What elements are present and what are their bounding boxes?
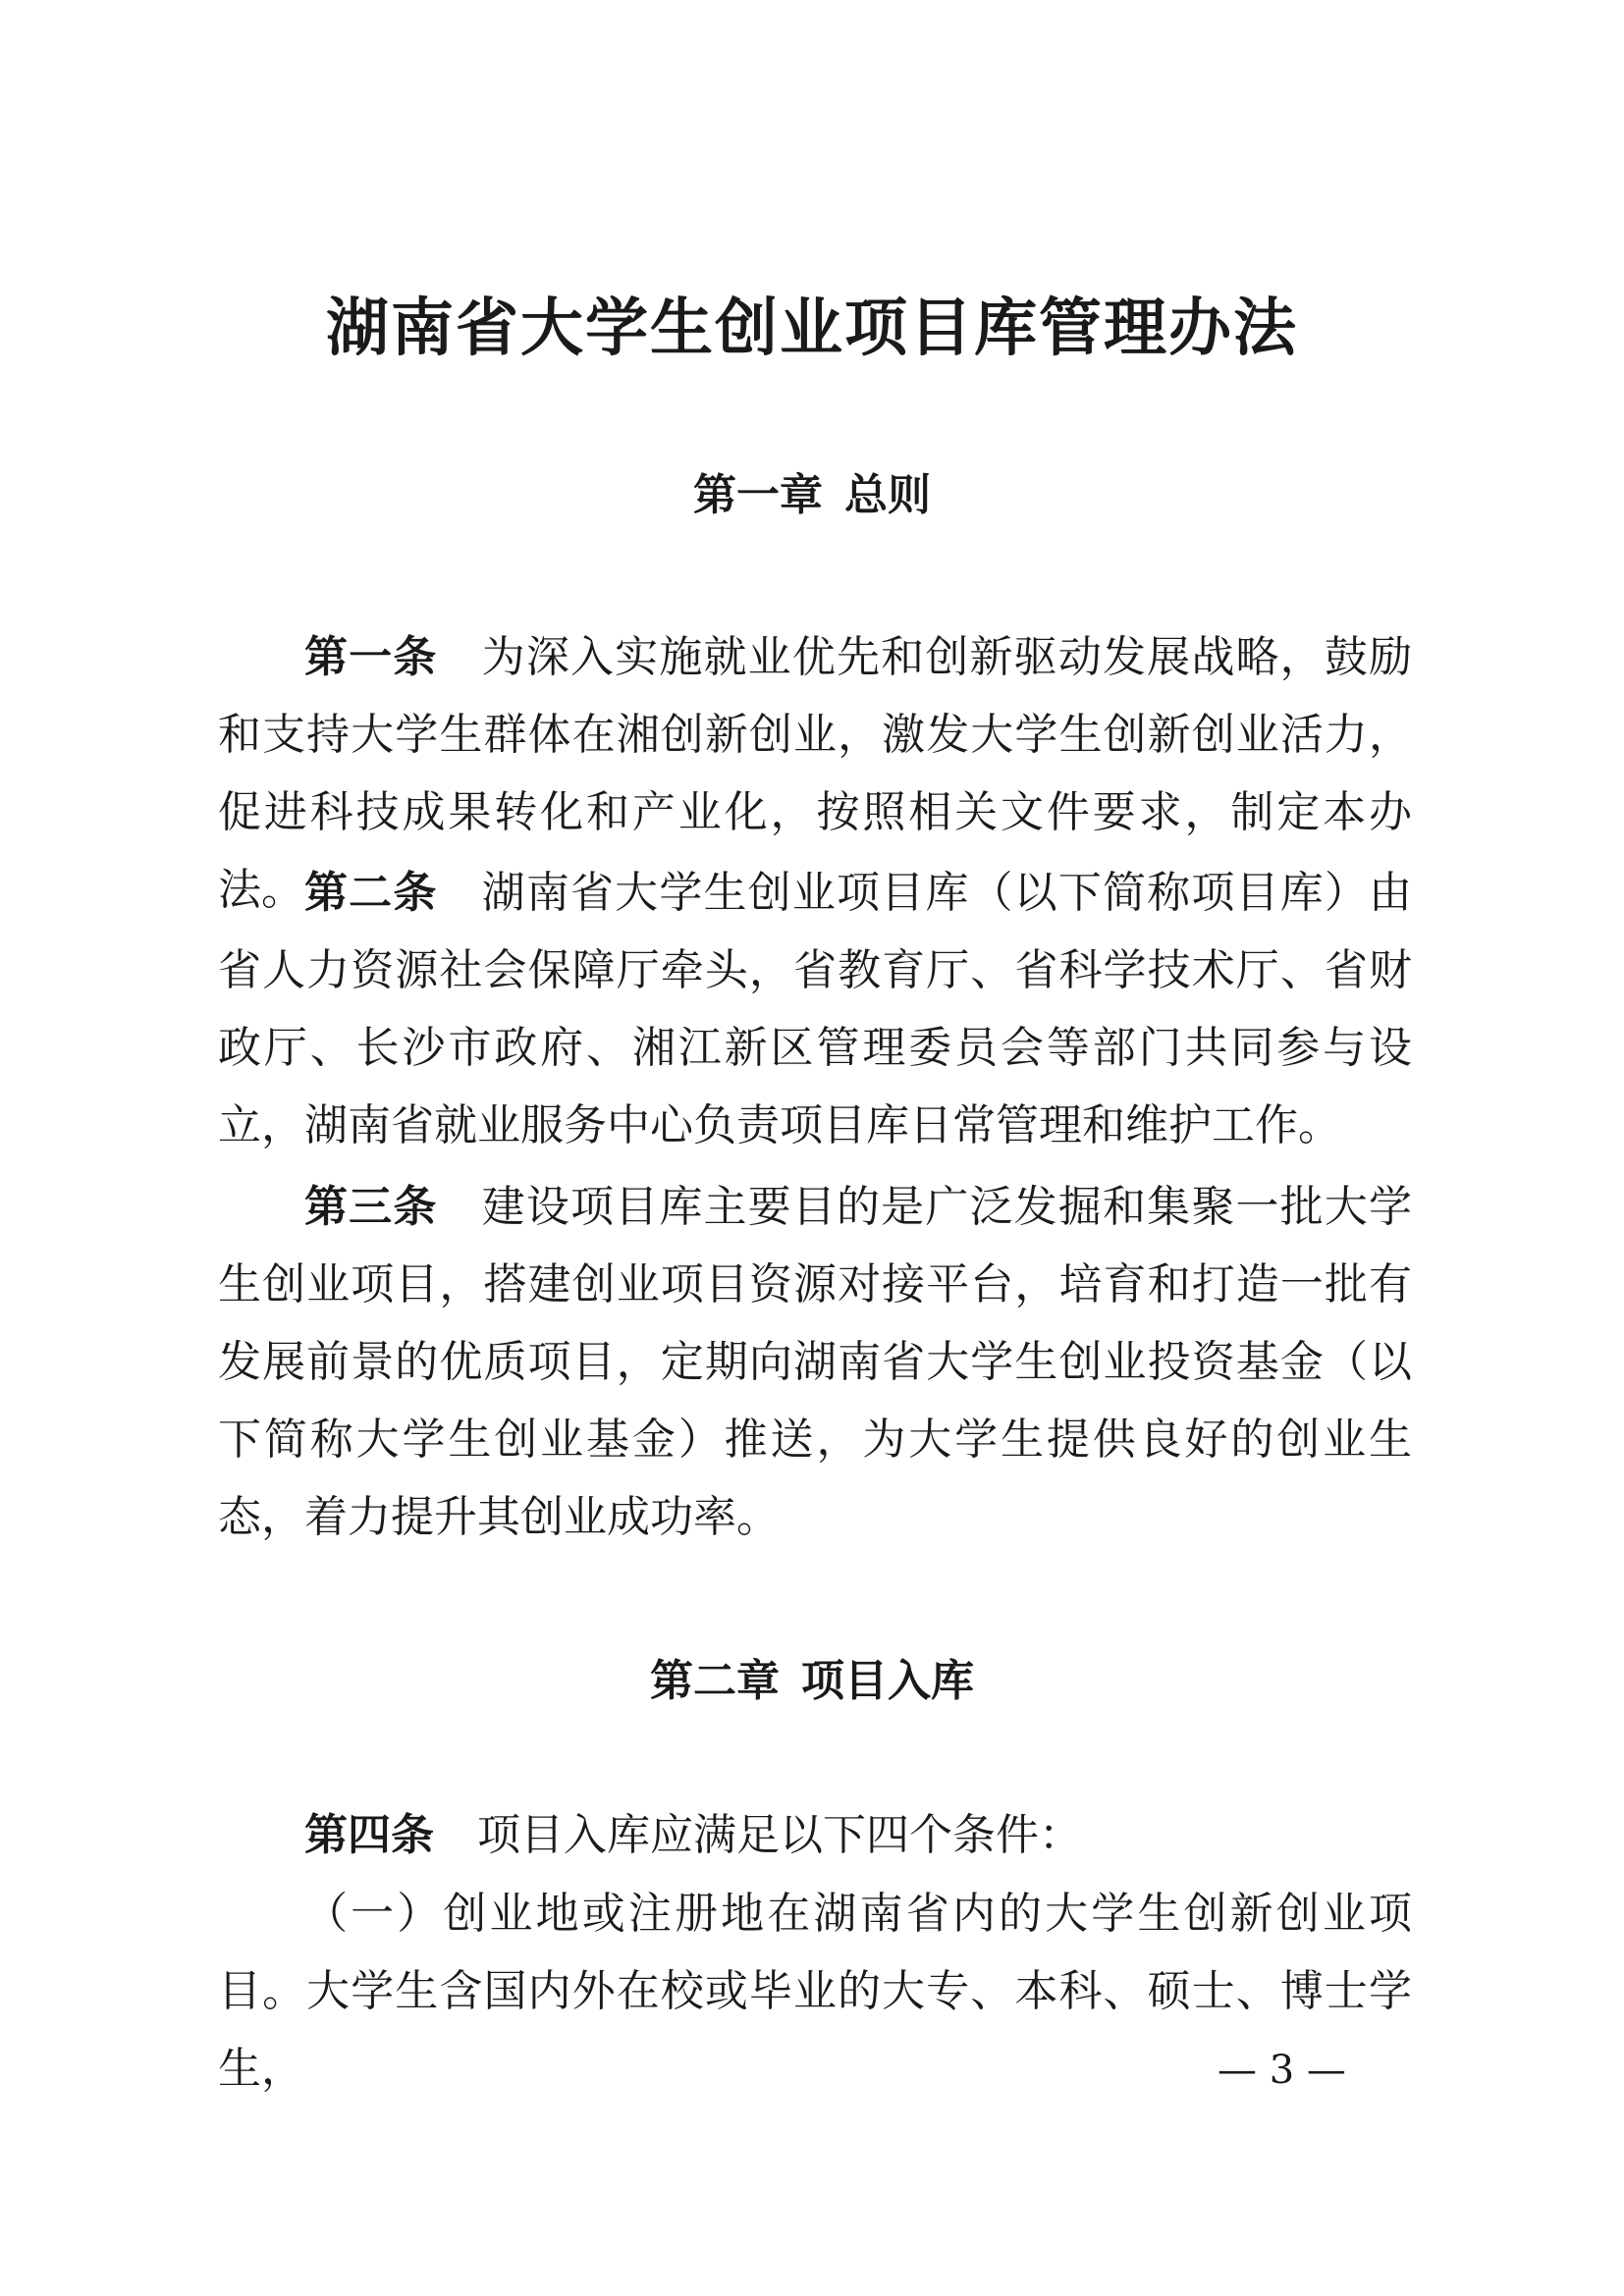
article-number: 第三条 <box>304 1182 438 1232</box>
article-4 <box>218 1796 1412 1874</box>
article-3 <box>218 1168 1412 1556</box>
article-number: 第四条 <box>304 1810 434 1860</box>
chapter-name: 总则 <box>844 470 931 520</box>
document-title: 湖南省大学生创业项目库管理办法 <box>326 292 1298 365</box>
chapter-number: 第二章 <box>650 1656 780 1706</box>
article-2 <box>218 854 1412 1164</box>
chapter-number: 第一章 <box>693 470 823 520</box>
article-text: 项目入库应满足以下四个条件： <box>477 1810 1082 1860</box>
chapter-heading <box>0 1652 1624 1711</box>
clause-text: （一）创业地或注册地在湖南省内的大学生创新创业项目。大学生含国内外在校或毕业的大专、本科、硕士、博士学生， <box>218 1889 1412 2094</box>
article-text: 为深入实施就业优先和创新驱动发展战略，鼓励和支持大学生群体在湘创新创业，激发大学生创新创业活力，促进科技成果转化和产业化，按照相关文件要求，制定本办法。 <box>218 632 1412 915</box>
article-number: 第二条 <box>304 868 438 918</box>
chapter-name: 项目入库 <box>801 1656 974 1706</box>
article-number: 第一条 <box>304 632 438 682</box>
page-number: — 3 — <box>1218 2048 1346 2093</box>
article-text: 建设项目库主要目的是广泛发掘和集聚一批大学生创业项目，搭建创业项目资源对接平台，培育和打造一批有发展前景的优质项目，定期向湖南省大学生创业投资基金（以下简称大学生创业基金）推送，为大学生提供良好的创业生态，着力提升其创业成功率。 <box>218 1182 1412 1542</box>
article-text: 湖南省大学生创业项目库（以下简称项目库）由省人力资源社会保障厅牵头，省教育厅、省科学技术厅、省财政厅、长沙市政府、湘江新区管理委员会等部门共同参与设立，湖南省就业服务中心负责项目库日常管理和维护工作。 <box>218 868 1412 1150</box>
chapter-heading <box>0 466 1624 525</box>
